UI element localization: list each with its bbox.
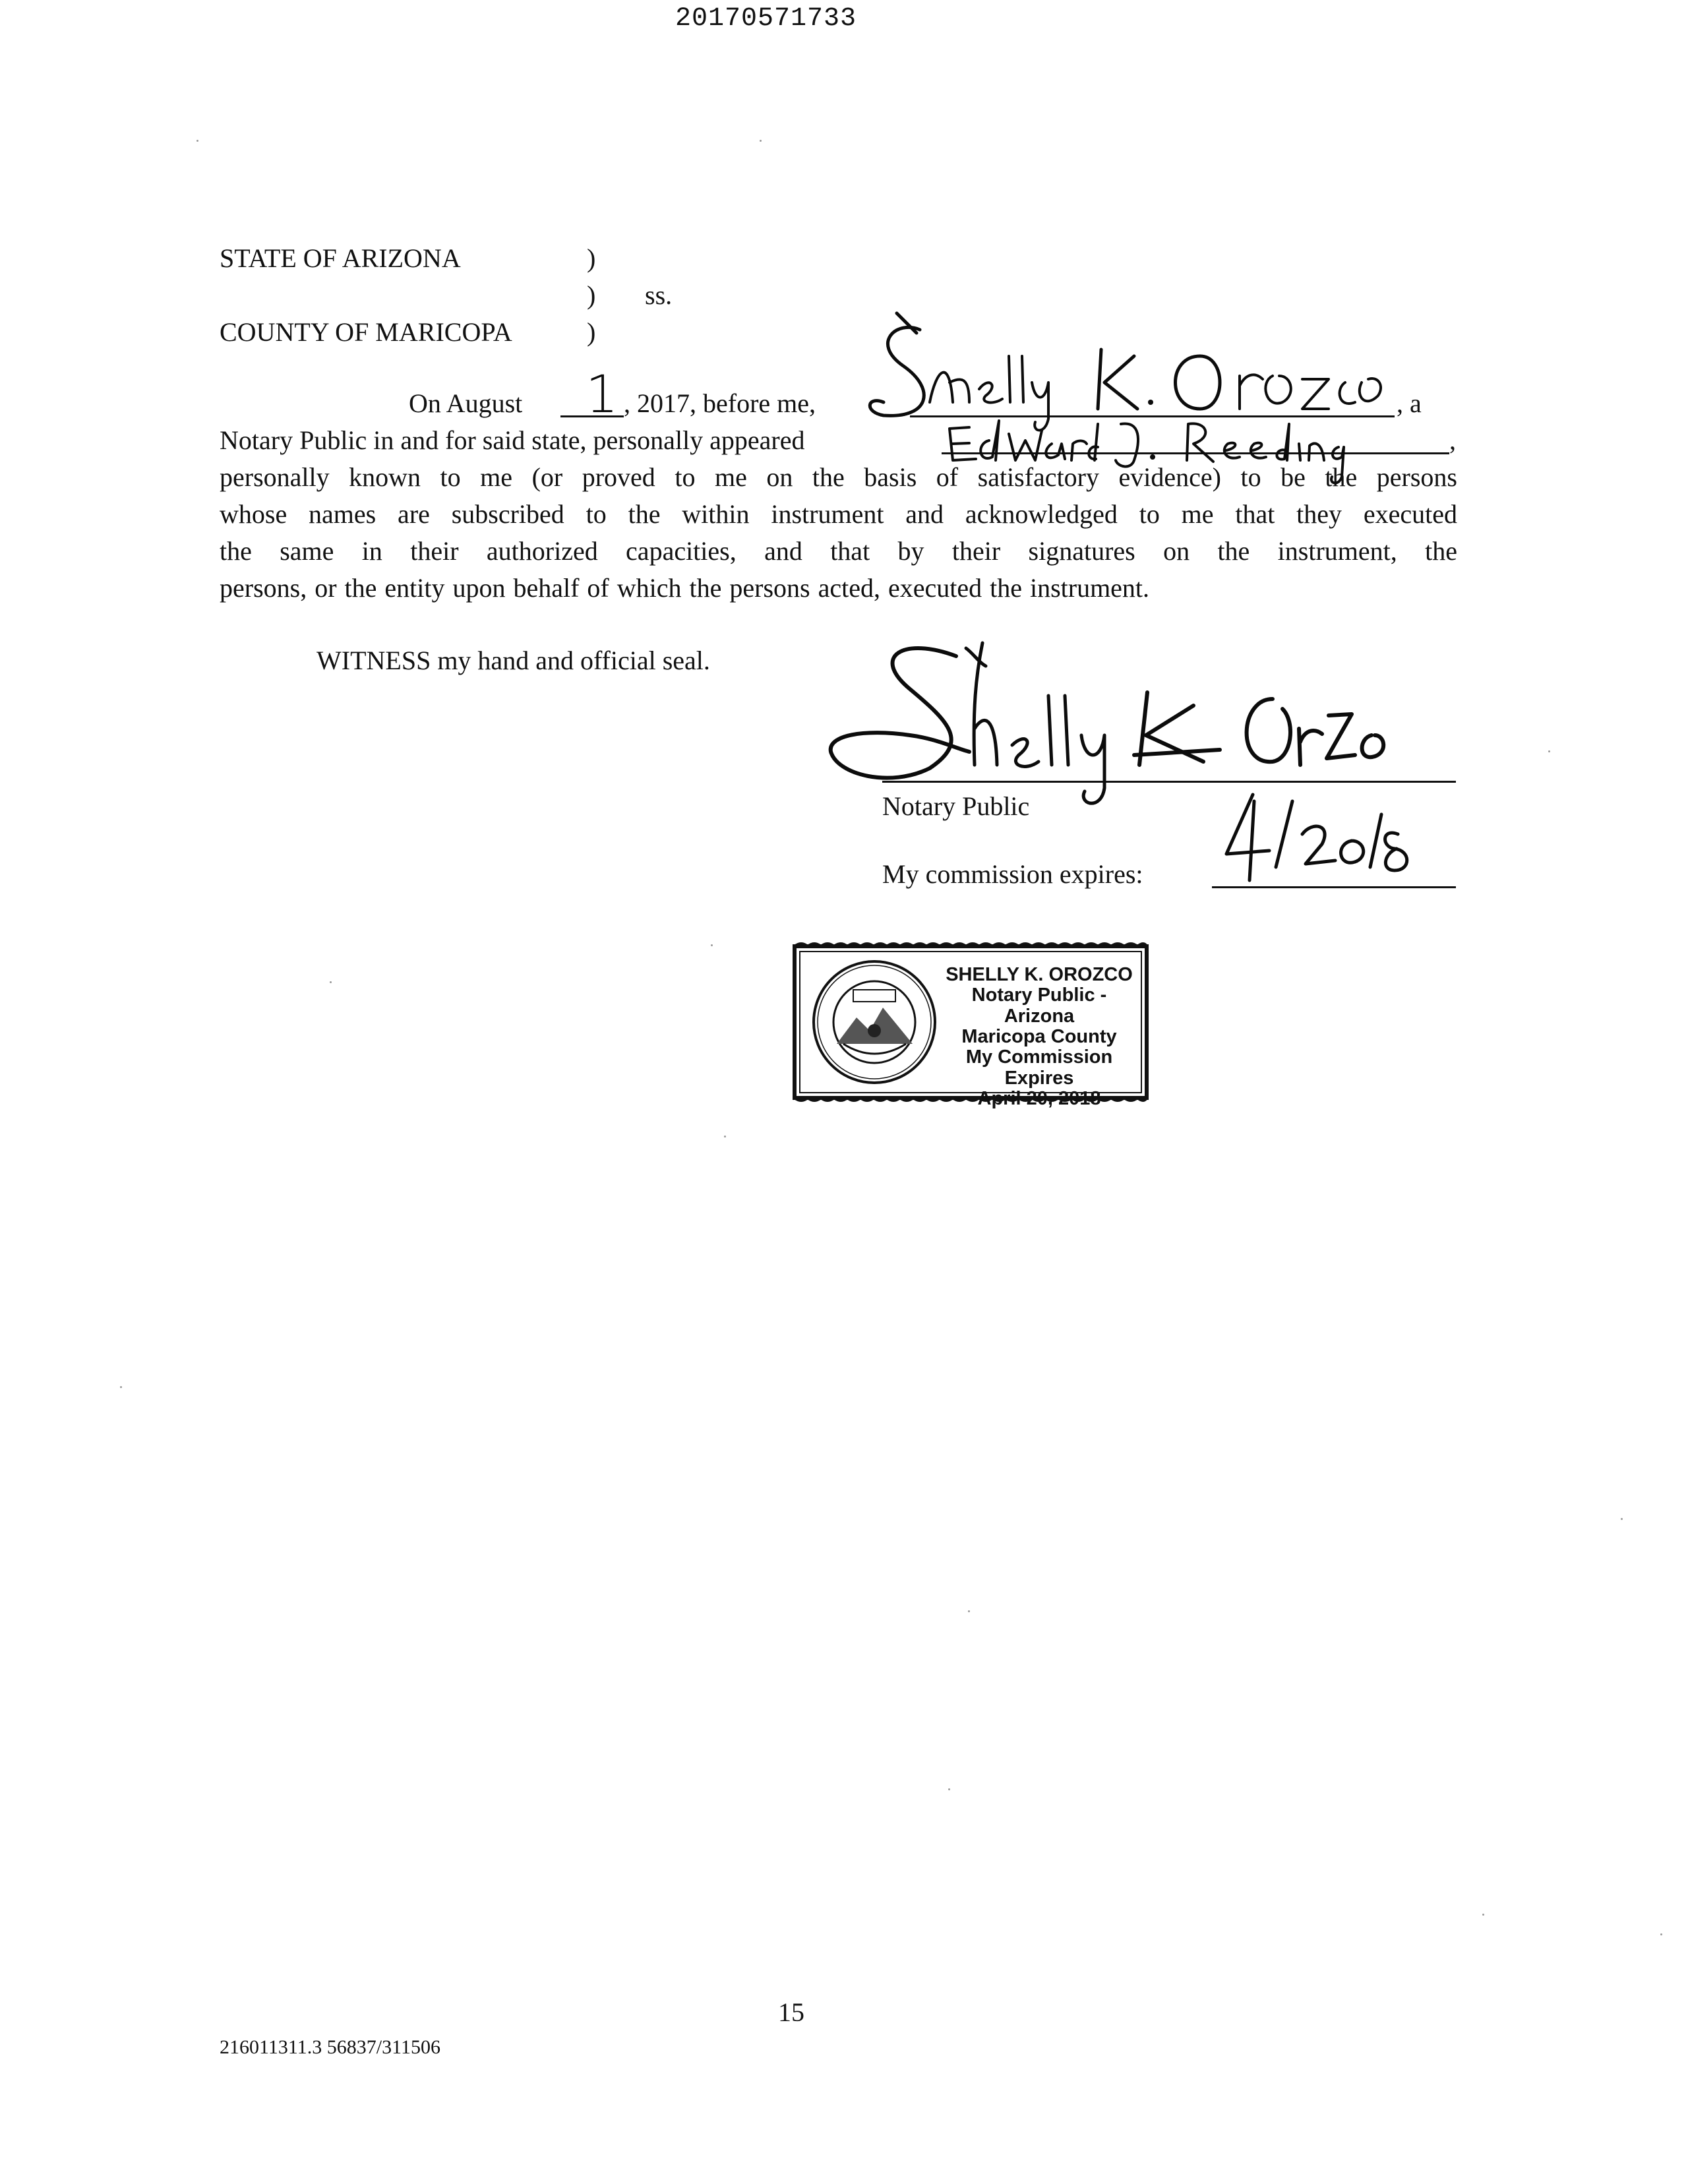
notary-stamp bbox=[789, 941, 1152, 1109]
ack-line6: persons, or the entity upon behalf of which the persons acted, executed the instrument. bbox=[220, 573, 1150, 603]
venue-paren-2: ) bbox=[587, 280, 596, 310]
recording-number: 20170571733 bbox=[675, 4, 857, 34]
footer-doc-id: 216011311.3 56837/311506 bbox=[220, 2036, 440, 2058]
stamp-name: SHELLY K. OROZCO bbox=[946, 964, 1133, 985]
stamp-expires-label: My Commission Expires bbox=[965, 1046, 1113, 1089]
stamp-expires-date: April 20, 2018 bbox=[977, 1087, 1101, 1109]
commission-expires-label: My commission expires: bbox=[882, 859, 1143, 889]
venue-county: COUNTY OF MARICOPA bbox=[220, 317, 512, 347]
ack-line4: whose names are subscribed to the within instrument and acknowledged to me that they executed bbox=[220, 499, 1457, 529]
scan-speck bbox=[724, 1136, 726, 1138]
state-seal-icon bbox=[810, 958, 938, 1086]
scan-speck bbox=[1621, 1518, 1623, 1520]
venue-ss: ss. bbox=[645, 280, 673, 310]
scan-speck bbox=[1482, 1914, 1484, 1916]
stamp-county: Maricopa County bbox=[961, 1025, 1117, 1047]
scan-speck bbox=[711, 944, 713, 946]
appeared-name-handwriting bbox=[943, 414, 1457, 493]
venue-paren-1: ) bbox=[587, 243, 596, 273]
ack-line5: the same in their authorized capacities, and that by their signatures on the instrument, the bbox=[220, 536, 1457, 566]
notary-public-label: Notary Public bbox=[882, 791, 1030, 821]
scan-speck bbox=[760, 140, 762, 142]
ack-line2: Notary Public in and for said state, personally appeared bbox=[220, 425, 805, 455]
scan-speck bbox=[968, 1610, 970, 1612]
scan-speck bbox=[196, 140, 198, 142]
ack-comma: , bbox=[1449, 425, 1456, 455]
commission-date-handwriting bbox=[1213, 788, 1424, 887]
stamp-title: Notary Public - Arizona bbox=[971, 985, 1107, 1027]
scan-speck bbox=[1548, 750, 1550, 752]
ack-a: , a bbox=[1397, 388, 1422, 418]
ack-on-august: On August bbox=[409, 388, 523, 418]
witness-statement: WITNESS my hand and official seal. bbox=[316, 646, 710, 675]
ack-line3: personally known to me (or proved to me on the basis of satisfactory evidence) to be the persons bbox=[220, 462, 1457, 492]
scan-speck bbox=[120, 1386, 122, 1388]
ack-year-before-me: , 2017, before me, bbox=[624, 388, 816, 418]
day-handwritten: 1 bbox=[586, 365, 618, 425]
venue-paren-3: ) bbox=[587, 317, 596, 347]
scan-speck bbox=[1660, 1933, 1662, 1935]
venue-state: STATE OF ARIZONA bbox=[220, 243, 461, 273]
scan-speck bbox=[330, 981, 332, 983]
page-number: 15 bbox=[778, 1997, 804, 2027]
scan-speck bbox=[948, 1788, 950, 1790]
